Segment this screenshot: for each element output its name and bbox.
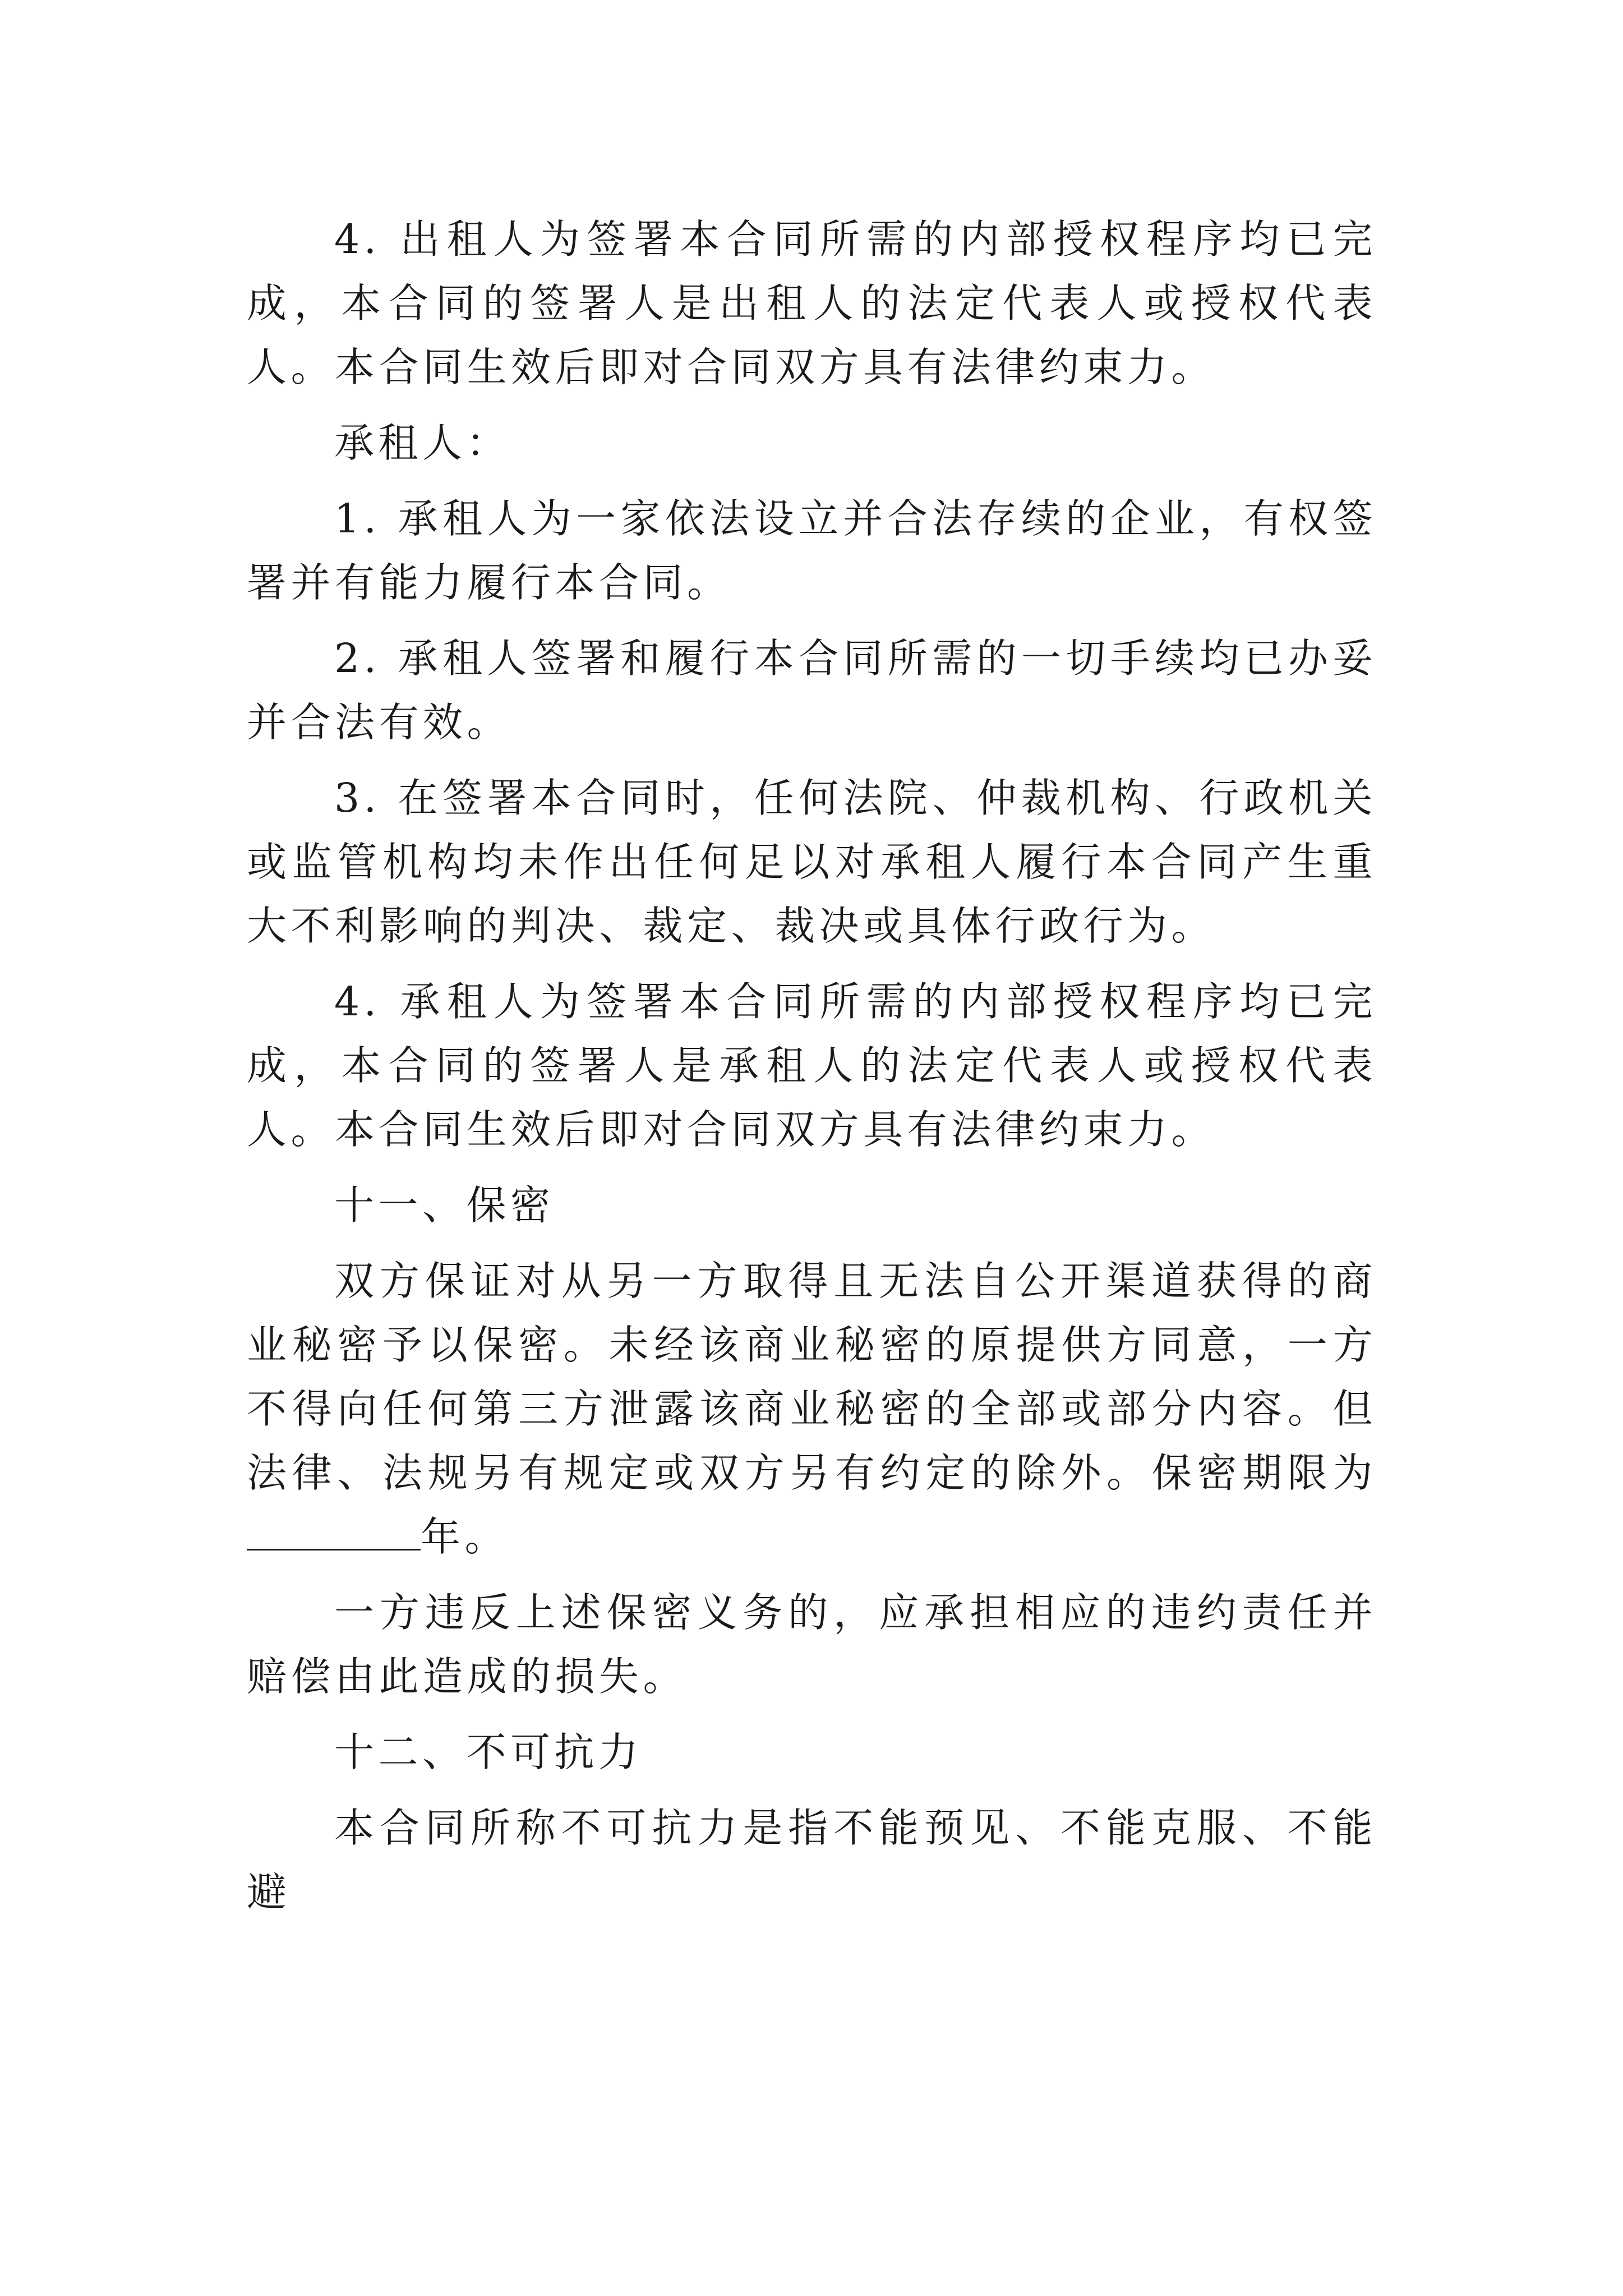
force-majeure-paragraph: 本合同所称不可抗力是指不能预见、不能克服、不能避 xyxy=(247,1805,1377,1915)
lessee-heading: 承租人： xyxy=(334,420,511,466)
lessor-warranty-item-4: 4. 出租人为签署本合同所需的内部授权程序均已完成，本合同的签署人是出租人的法定代表人或授权代表人。本合同生效后即对合同双方具有法律约束力。 xyxy=(247,216,1377,390)
section-12-title: 十二、不可抗力 xyxy=(334,1729,643,1775)
confidentiality-breach-paragraph: 一方违反上述保密义务的，应承担相应的违约责任并赔偿由此造成的损失。 xyxy=(247,1589,1377,1700)
confidentiality-text-start: 双方保证对从另一方取得且无法自公开渠道获得的商业秘密予以保密。未经该商业秘密的原提供方同意，一方不得向任何第三方泄露该商业秘密的全部或部分内容。但法律、法规另有规定或双方另有约定的除外。保密期限为 xyxy=(247,1258,1377,1496)
lessee-warranty-item-1: 1. 承租人为一家依法设立并合法存续的企业，有权签署并有能力履行本合同。 xyxy=(247,495,1377,606)
confidentiality-term-blank[interactable] xyxy=(247,1510,421,1550)
confidentiality-text-end: 年。 xyxy=(421,1513,509,1560)
lessee-warranty-item-3: 3. 在签署本合同时，任何法院、仲裁机构、行政机关或监管机构均未作出任何足以对承租人履行本合同产生重大不利影响的判决、裁定、裁决或具体行政行为。 xyxy=(247,775,1377,949)
confidentiality-paragraph xyxy=(247,1249,1377,1569)
lessee-warranty-item-4: 4. 承租人为签署本合同所需的内部授权程序均已完成，本合同的签署人是承租人的法定代表人或授权代表人。本合同生效后即对合同双方具有法律约束力。 xyxy=(247,978,1377,1153)
lessee-warranty-item-2: 2. 承租人签署和履行本合同所需的一切手续均已办妥并合法有效。 xyxy=(247,635,1377,746)
document-body xyxy=(247,208,1377,1936)
section-11-title: 十一、保密 xyxy=(334,1182,555,1228)
